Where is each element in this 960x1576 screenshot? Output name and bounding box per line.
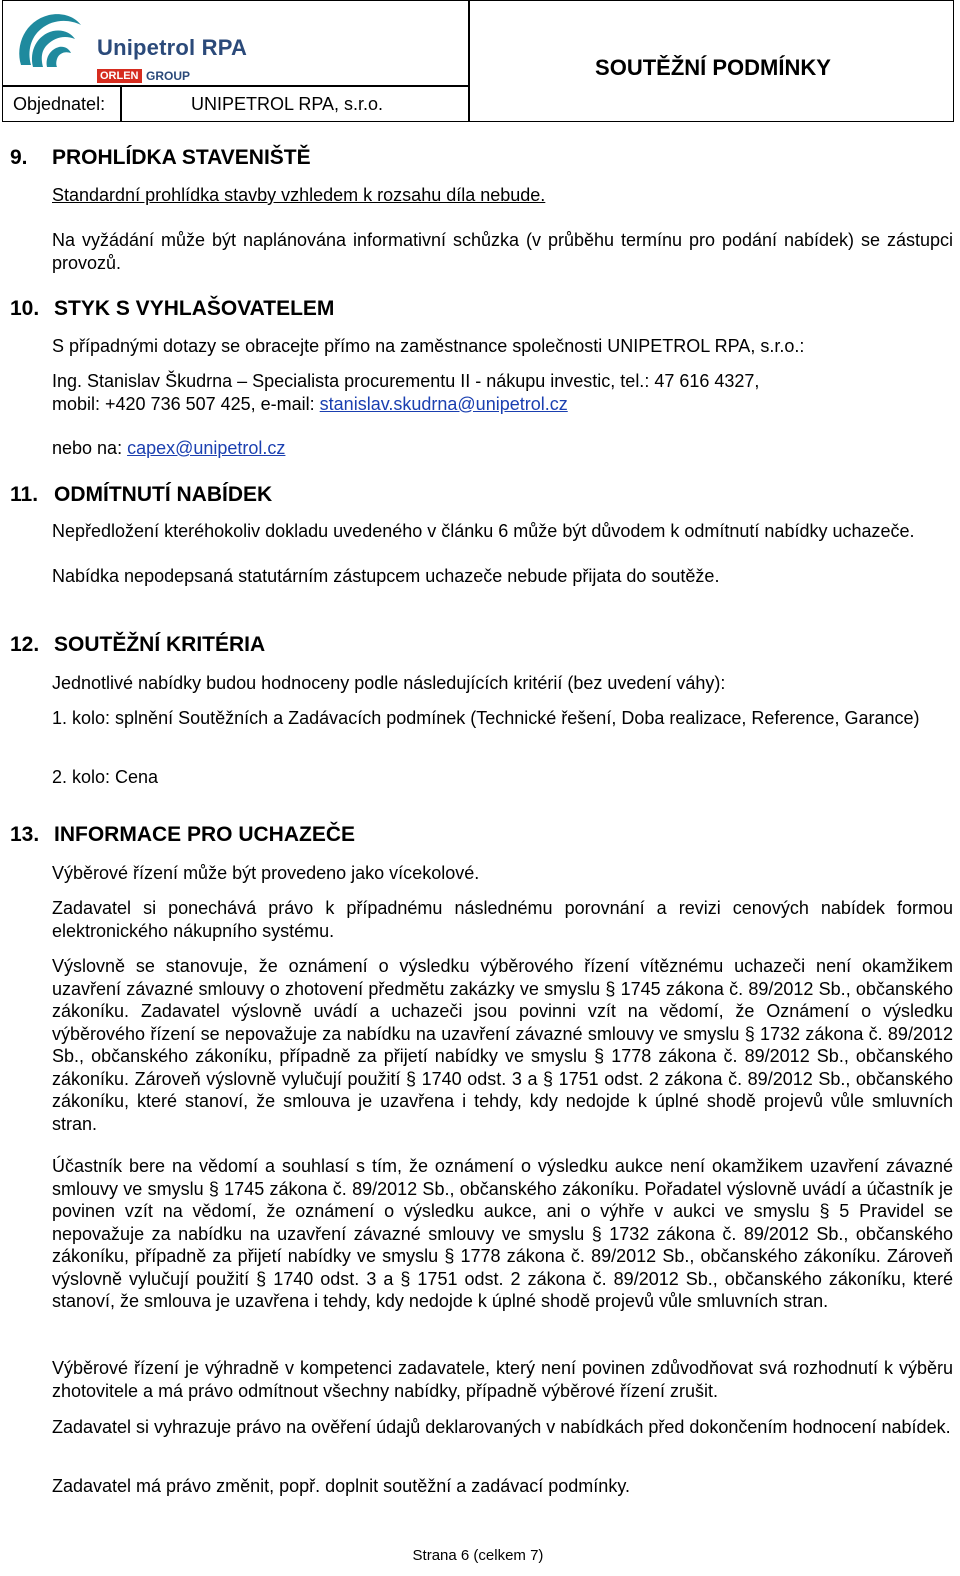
document-header bbox=[2, 0, 954, 122]
logo-wordmark: Unipetrol RPA bbox=[97, 35, 248, 60]
section-12-heading bbox=[10, 633, 266, 657]
contact-line-2 bbox=[52, 393, 953, 416]
section-13-paragraph-3: Výslovně se stanovuje, že oznámení o výsledku výběrového řízení vítěznému uchazeči není okamžikem uzavření závazné smlouvy o zhotovení předmětu zakázky ve smyslu § 1745 zákona č. 89/2012 Sb., občanského zákoníku. Zadavatel výslovně uvádí a uchazeči jsou povinni vzít na vědomí, že Oznámení o výsledku výběrového řízení se nepovažuje za nabídku na uzavření závazné smlouvy ve smyslu § 1732 zákona č. 89/2012 Sb., občanského zákoníku, případně za přijetí nabídky ve smyslu § 1778 zákona č. 89/2012 Sb., občanského zákoníku. Zároveň výslovně vylučují použití § 1740 odst. 3 a § 1751 odst. 2 zákona č. 89/2012 Sb., občanského zákoníku, které stanoví, že smlouva je uzavřena i tehdy, kdy nedojde k úplné shodě projevů vůle smluvních stran. bbox=[52, 956, 953, 1134]
section-number: 13. bbox=[10, 823, 40, 846]
logo-swirl-icon bbox=[11, 7, 85, 81]
company-logo bbox=[11, 7, 251, 81]
section-13-paragraph-7: Zadavatel má právo změnit, popř. doplnit soutěžní a zadávací podmínky. bbox=[52, 1476, 630, 1496]
email-link-skudrna[interactable]: stanislav.skudrna@unipetrol.cz bbox=[319, 393, 568, 414]
header-divider-client bbox=[120, 85, 122, 121]
section-10-heading bbox=[10, 297, 335, 321]
section-13-paragraph-1: Výběrové řízení může být provedeno jako vícekolové. bbox=[52, 863, 480, 883]
section-number: 12. bbox=[10, 633, 40, 656]
client-value: UNIPETROL RPA, s.r.o. bbox=[191, 94, 384, 114]
section-11-paragraph-1: Nepředložení kteréhokoliv dokladu uvedeného v článku 6 může být důvodem k odmítnutí nabídky uchazeče. bbox=[52, 521, 915, 541]
section-13-paragraph-5: Výběrové řízení je výhradně v kompetenci zadavatele, který není povinen zdůvodňovat svá rozhodnutí k výběru zhotovitele a má právo odmítnout všechny nabídky, případně výběrové řízení zrušit. bbox=[52, 1358, 953, 1401]
logo-group-text: GROUP bbox=[146, 69, 191, 83]
section-title: SOUTĚŽNÍ KRITÉRIA bbox=[54, 633, 266, 656]
alt-contact-prefix: nebo na: bbox=[52, 438, 128, 458]
section-9-paragraph-1: Standardní prohlídka stavby vzhledem k rozsahu díla nebude. bbox=[52, 185, 546, 205]
email-link-capex[interactable]: capex@unipetrol.cz bbox=[127, 438, 286, 458]
section-number: 10. bbox=[10, 297, 40, 320]
section-title: ODMÍTNUTÍ NABÍDEK bbox=[54, 483, 273, 506]
section-12-paragraph-1: Jednotlivé nabídky budou hodnoceny podle následujících kritérií (bez uvedení váhy): bbox=[52, 673, 726, 693]
contact-mobile: mobil: +420 736 507 425, e-mail: bbox=[52, 393, 320, 414]
section-12-criterion-2: 2. kolo: Cena bbox=[52, 767, 159, 787]
section-10-paragraph-1: S případnými dotazy se obracejte přímo na zaměstnance společnosti UNIPETROL RPA, s.r.o.: bbox=[52, 336, 805, 356]
contact-line-1: Ing. Stanislav Škudrna – Specialista procurementu II - nákupu investic, tel.: 47 616 4327, bbox=[52, 371, 760, 391]
header-divider-horizontal bbox=[3, 85, 468, 87]
section-13-paragraph-6: Zadavatel si vyhrazuje právo na ověření údajů deklarovaných v nabídkách před dokončením hodnocení nabídek. bbox=[52, 1417, 951, 1437]
section-number: 9. bbox=[10, 146, 28, 169]
section-title: STYK S VYHLAŠOVATELEM bbox=[54, 297, 335, 320]
section-number: 11. bbox=[10, 483, 39, 506]
section-title: PROHLÍDKA STAVENIŠTĚ bbox=[52, 146, 311, 169]
page-number-footer: Strana 6 (celkem 7) bbox=[412, 1547, 544, 1564]
section-9-heading bbox=[10, 146, 311, 170]
section-13-paragraph-4: Účastník bere na vědomí a souhlasí s tím, že oznámení o výsledku aukce není okamžikem uzavření závazné smlouvy ve smyslu § 1745 zákona č. 89/2012 Sb., občanského zákoníku. Pořadatel výslovně uvádí a účastník je povinen vzít na vědomí, že oznámení o výsledku aukce, ani o výhře v aukci ve smyslu § 5 Pravidel se nepovažuje za nabídku na uzavření závazné smlouvy ve smyslu § 1732 zákona č. 89/2012 Sb., občanského zákoníku, případně za přijetí nabídky ve smyslu § 1778 zákona č. 89/2012 Sb., občanského zákoníku. Zároveň výslovně vylučují použití § 1740 odst. 3 a § 1751 odst. 2 zákona č. 89/2012 Sb., občanského zákoníku, které stanoví, že smlouva je uzavřena i tehdy, kdy nedojde k úplné shodě projevů vůle smluvních stran. bbox=[52, 1156, 953, 1311]
section-11-paragraph-2: Nabídka nepodepsaná statutárním zástupcem uchazeče nebude přijata do soutěže. bbox=[52, 566, 720, 586]
section-13-heading bbox=[10, 823, 356, 847]
orlen-badge: ORLEN bbox=[97, 69, 142, 83]
section-11-heading bbox=[10, 483, 273, 507]
section-title: INFORMACE PRO UCHAZEČE bbox=[54, 823, 356, 846]
contact-block bbox=[52, 370, 953, 415]
document-title: SOUTĚŽNÍ PODMÍNKY bbox=[595, 55, 831, 80]
section-12-criterion-1: 1. kolo: splnění Soutěžních a Zadávacích podmínek (Technické řešení, Doba realizace, Reference, Garance) bbox=[52, 708, 920, 728]
alt-contact-line bbox=[52, 437, 953, 460]
section-9-paragraph-2: Na vyžádání může být naplánována informativní schůzka (v průběhu termínu pro podání nabídek) se zástupci provozů. bbox=[52, 230, 953, 273]
client-label: Objednatel: bbox=[13, 94, 106, 114]
section-13-paragraph-2: Zadavatel si ponechává právo k případnému následnému porovnání a revizi cenových nabídek formou elektronického nákupního systému. bbox=[52, 898, 953, 941]
